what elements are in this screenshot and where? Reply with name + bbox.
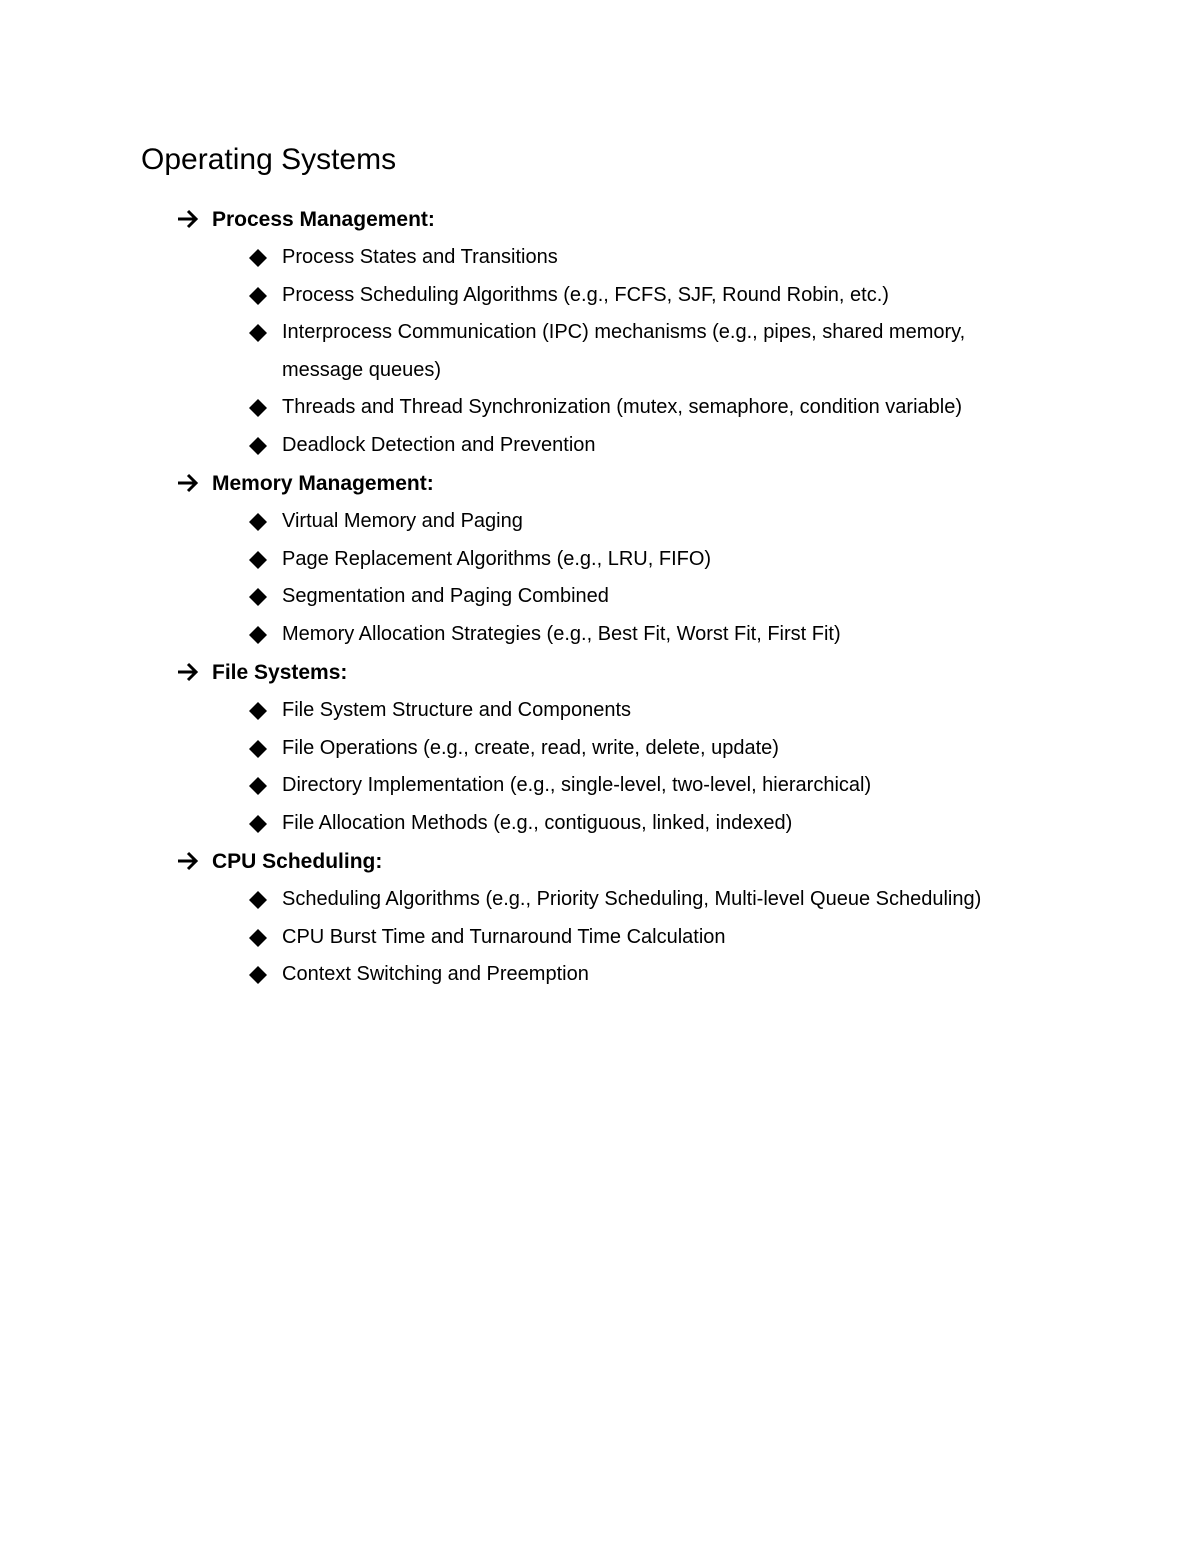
list-item <box>0 881 1042 919</box>
diamond-icon <box>249 815 267 833</box>
section-header <box>0 653 1200 692</box>
diamond-icon <box>249 740 267 758</box>
diamond-icon <box>249 287 267 305</box>
list-item <box>0 805 1042 843</box>
list-item <box>0 314 1042 389</box>
list-item-text: File System Structure and Components <box>282 699 632 721</box>
topic-list <box>0 503 1200 653</box>
list-item-text: Segmentation and Paging Combined <box>282 585 609 607</box>
list-item-text: Interprocess Communication (IPC) mechanisms (e.g., pipes, shared memory, message queues) <box>282 321 966 381</box>
section-process-management <box>0 200 1200 464</box>
list-item <box>0 277 1042 315</box>
diamond-icon <box>249 399 267 417</box>
list-item <box>0 427 1042 465</box>
list-item <box>0 616 1042 654</box>
section-title: CPU Scheduling: <box>212 850 383 873</box>
topic-outline <box>0 200 1200 994</box>
list-item-text: Process States and Transitions <box>282 246 558 268</box>
list-item-text: Page Replacement Algorithms (e.g., LRU, FIFO) <box>282 547 712 570</box>
right-arrow-icon <box>175 848 201 874</box>
section-title: Process Management: <box>212 208 435 231</box>
right-arrow-icon <box>175 659 201 685</box>
list-item <box>0 578 1042 616</box>
right-arrow-icon <box>175 470 201 496</box>
diamond-icon <box>249 966 267 984</box>
diamond-icon <box>249 626 267 644</box>
diamond-icon <box>249 588 267 606</box>
section-file-systems <box>0 653 1200 842</box>
section-memory-management <box>0 464 1200 653</box>
list-item-text: Deadlock Detection and Prevention <box>282 433 596 456</box>
topic-list <box>0 692 1200 842</box>
diamond-icon <box>249 249 267 267</box>
list-item <box>0 389 1042 427</box>
list-item-text: Process Scheduling Algorithms (e.g., FCFS, SJF, Round Robin, etc.) <box>282 283 889 306</box>
list-item <box>0 767 1042 805</box>
diamond-icon <box>249 777 267 795</box>
list-item <box>0 239 1042 277</box>
list-item <box>0 503 1042 541</box>
list-item <box>0 730 1042 768</box>
list-item-text: File Allocation Methods (e.g., contiguous, linked, indexed) <box>282 811 793 834</box>
diamond-icon <box>249 891 267 909</box>
diamond-icon <box>249 513 267 531</box>
section-header <box>0 842 1200 881</box>
diamond-icon <box>249 437 267 455</box>
list-item-text: Virtual Memory and Paging <box>282 510 523 532</box>
list-item <box>0 692 1042 730</box>
diamond-icon <box>249 929 267 947</box>
section-header <box>0 200 1200 239</box>
list-item-text: Memory Allocation Strategies (e.g., Best Fit, Worst Fit, First Fit) <box>282 622 841 645</box>
diamond-icon <box>249 551 267 569</box>
section-header <box>0 464 1200 503</box>
section-title: Memory Management: <box>212 472 434 495</box>
diamond-icon <box>249 324 267 342</box>
list-item-text: File Operations (e.g., create, read, write, delete, update) <box>282 736 779 759</box>
section-title: File Systems: <box>212 661 348 684</box>
page-title: Operating Systems <box>141 143 397 176</box>
topic-list <box>0 239 1200 464</box>
list-item <box>0 919 1042 957</box>
list-item-text: Directory Implementation (e.g., single-level, two-level, hierarchical) <box>282 774 872 796</box>
diamond-icon <box>249 702 267 720</box>
list-item-text: Scheduling Algorithms (e.g., Priority Scheduling, Multi-level Queue Scheduling) <box>282 888 982 910</box>
right-arrow-icon <box>175 206 201 232</box>
topic-list <box>0 881 1200 994</box>
list-item <box>0 956 1042 994</box>
list-item <box>0 541 1042 579</box>
list-item-text: Threads and Thread Synchronization (mutex, semaphore, condition variable) <box>282 396 962 418</box>
list-item-text: Context Switching and Preemption <box>282 963 589 985</box>
section-cpu-scheduling <box>0 842 1200 994</box>
list-item-text: CPU Burst Time and Turnaround Time Calculation <box>282 925 726 948</box>
